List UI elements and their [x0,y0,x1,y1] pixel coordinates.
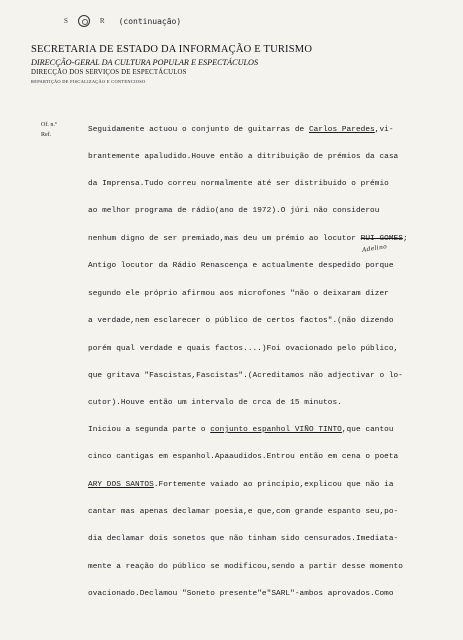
continuation-label: (continuação) [118,16,182,26]
seal-icon [78,15,90,27]
header-letter-r: R [99,17,105,25]
body-line: segundo ele próprio afirmou aos microfones "não o deixaram dizer [88,290,389,298]
reparticao-heading: REPARTIÇÃO DE FISCALIZAÇÃO E CONTENCIOSO [31,79,146,84]
body-line: cutor).Houve então um intervalo de crca de 15 minutos. [88,399,342,407]
body-line: ao melhor programa de rádio(ano de 1972).O júri não considerou [88,207,380,215]
underlined-name: Carlos Paredes [308,126,375,134]
of-number-label: Of. n.º [41,122,57,128]
body-line: dia declamar dois sonetos que não tinham sido censurados.Imediata- [88,535,399,543]
body-line: cinco cantigas em espanhol.Apaaudidos.Entrou então em cena o poeta [88,453,399,461]
body-line: ARY DOS SANTOS.Fortemente vaiado ao princípio,explicou que não ia [88,481,394,489]
body-line: Seguidamente actuou o conjunto de guitarras de Carlos Paredes,vi- [88,126,394,134]
body-line: Iniciou a segunda parte o conjunto espanhol VIÑO TINTO,que cantou [88,426,394,434]
body-line: que gritava "Fascistas,Fascistas".(Acreditamos não adjectivar o lo- [88,372,403,380]
ref-label: Ref. [41,132,52,138]
underlined-name: ARY DOS SANTOS [88,481,154,489]
direccao-servicos-heading: DIRECÇÃO DOS SERVIÇOS DE ESPECTÁCULOS [31,69,187,76]
body-line: a verdade,nem esclarecer o público de certos factos".(não dizendo [88,317,394,325]
underlined-name: conjunto espanhol VIÑO TINTO [210,426,342,434]
header-letter-s: S [64,17,68,25]
body-line: nenhum digno de ser premiado,mas deu um prémio ao locutor RUI GOMES; [88,235,408,243]
header-top-row [64,14,181,28]
body-line: brantemente apaludido.Houve então a ditribuição de prémios da casa [88,153,399,161]
direccao-geral-heading: DIRECÇÃO-GERAL DA CULTURA POPULAR E ESPECTÁCULOS [31,58,259,67]
handwritten-note: Adelino [361,243,388,254]
body-line: Antigo locutor da Rádio Renascença e actualmente despedido porque [88,262,394,270]
body-line: mente a reação do público se modificou,sendo a partir desse momento [88,563,403,571]
body-line: cantar mas apenas declamar poesia,e que,com grande espanto seu,po- [88,508,399,516]
secretaria-heading: SECRETARIA DE ESTADO DA INFORMAÇÃO E TURISMO [31,44,313,55]
body-line: da Imprensa.Tudo correu normalmente até ser distribuido o prémio [88,180,389,188]
body-line: ovacionado.Declamou "Soneto presente"e"SARL"-ambos aprovados.Como [88,590,394,598]
body-line: porém qual verdade e quais factos....)Foi ovacionado pelo público, [88,345,399,353]
struck-name: RUI GOMES [360,235,403,243]
